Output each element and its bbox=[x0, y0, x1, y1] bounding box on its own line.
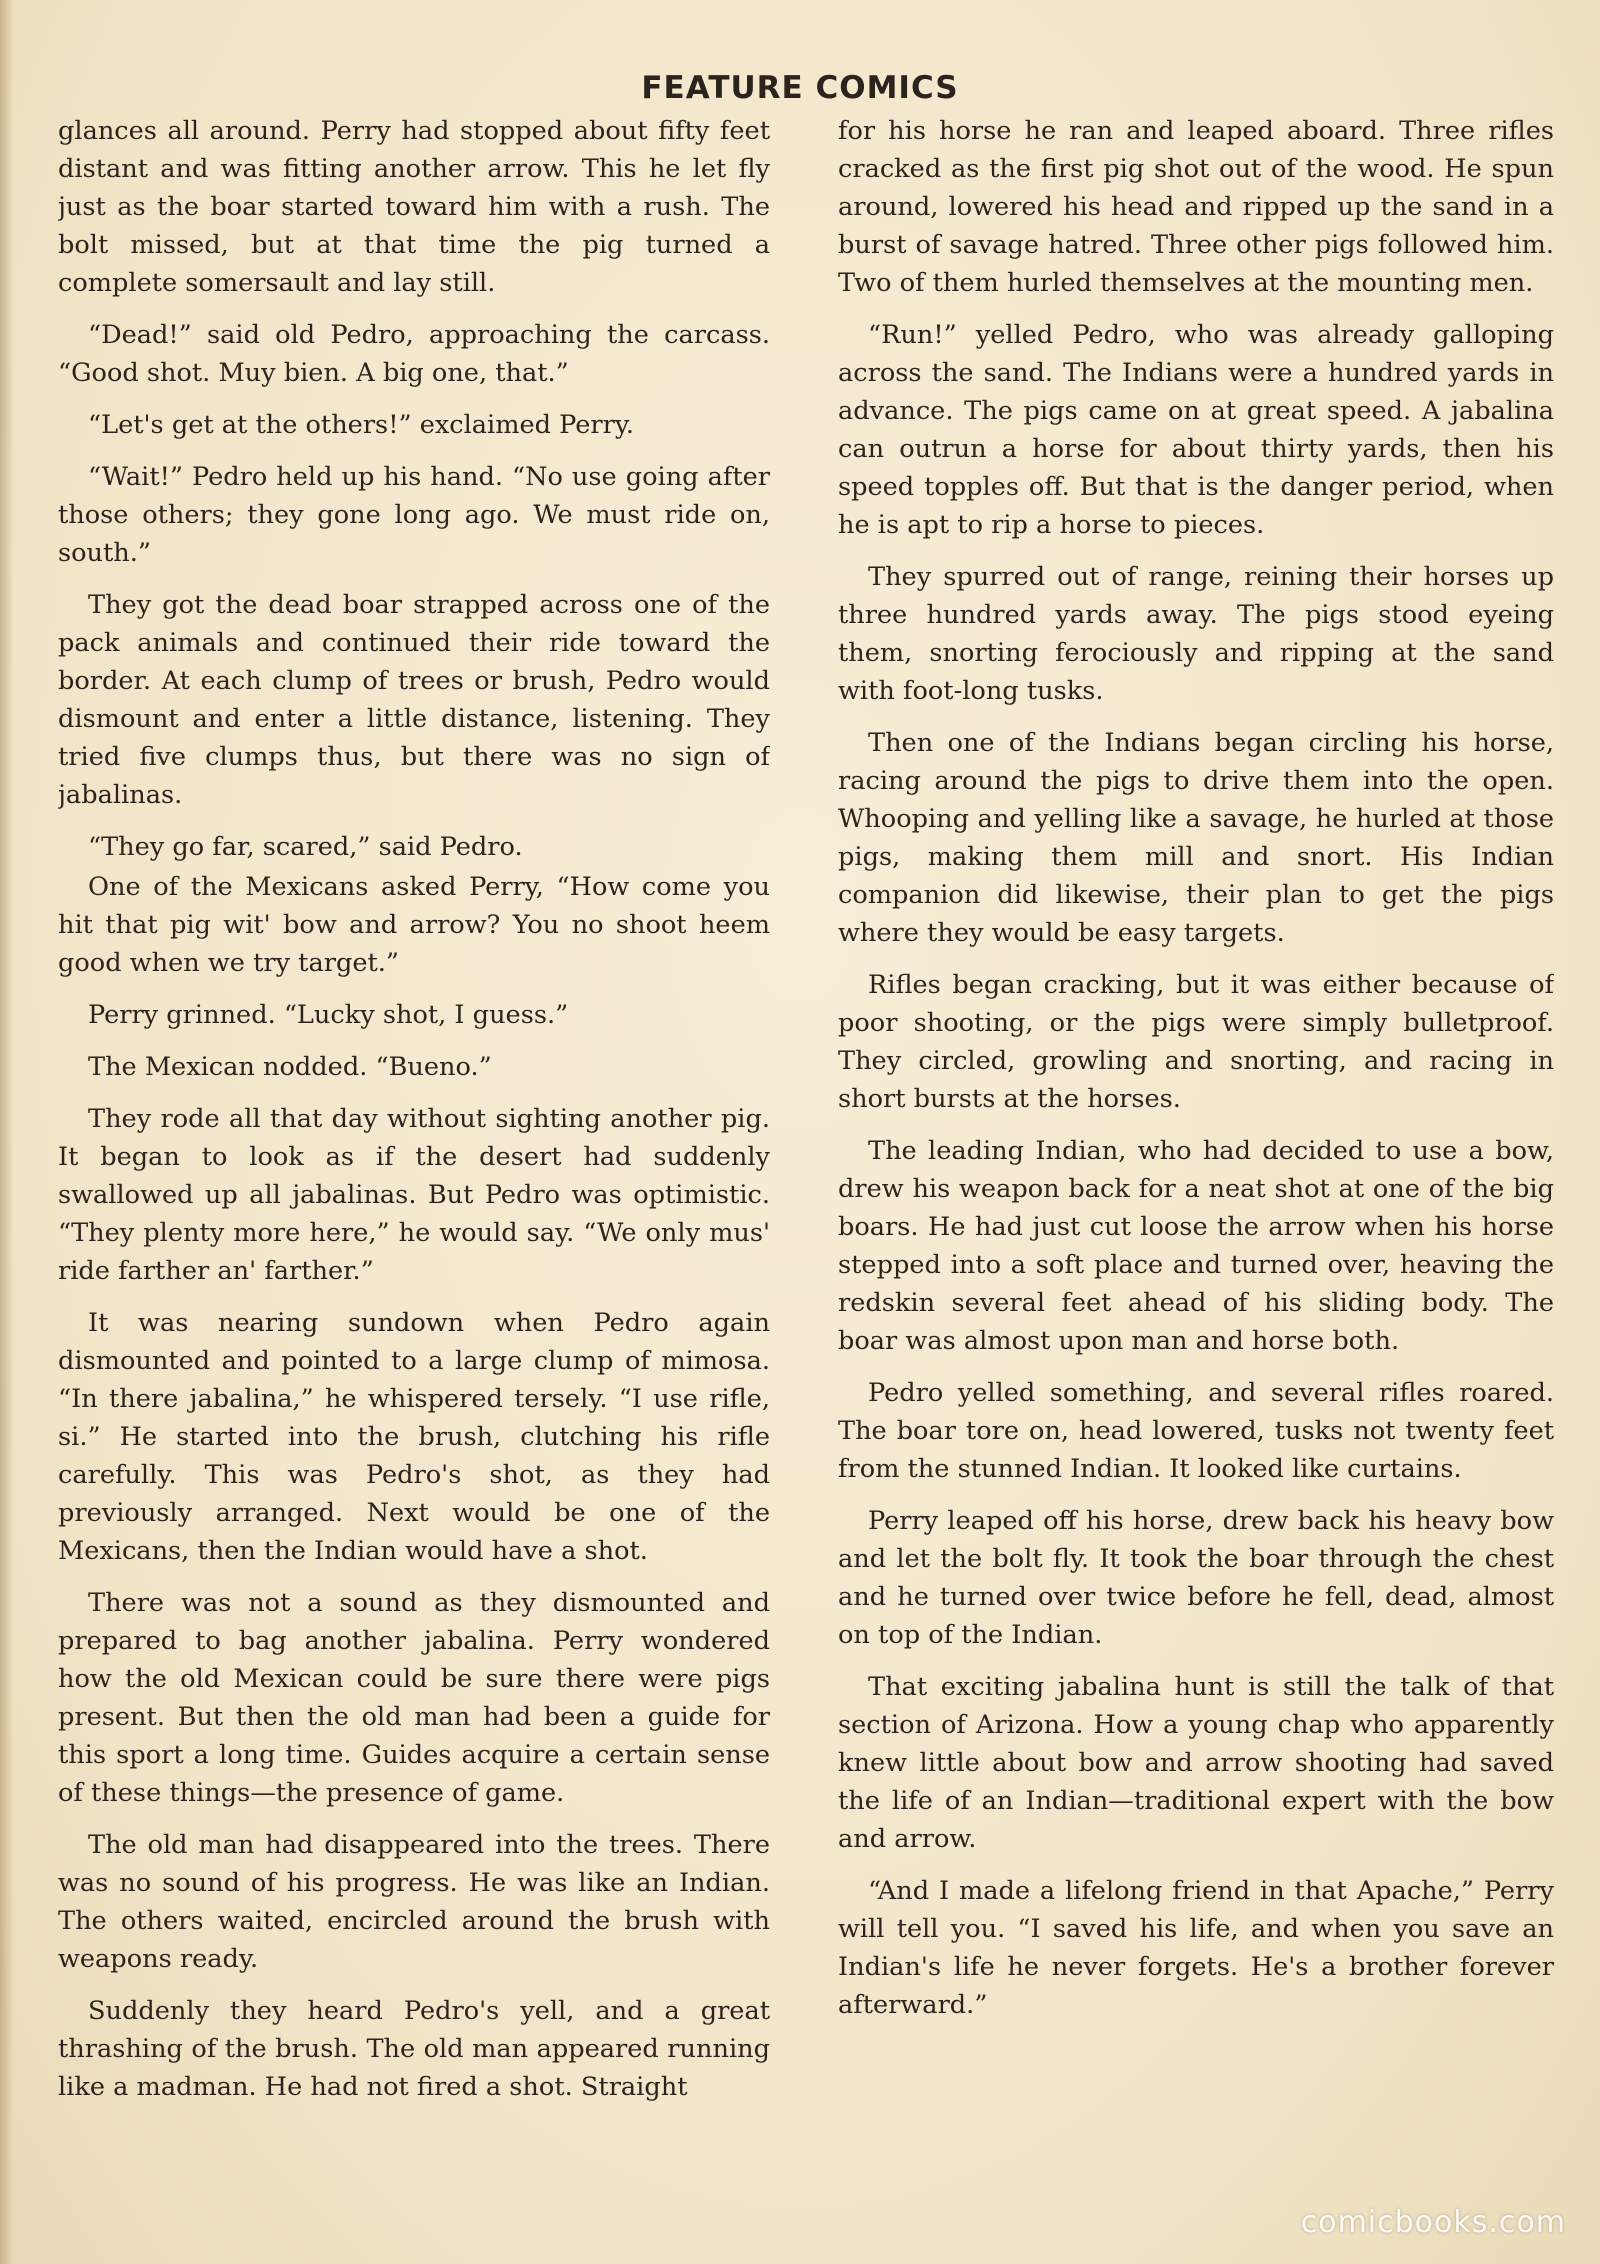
paragraph: Suddenly they heard Pedro's yell, and a great thrashing of the brush. The old man appeared running like a madman. He had not fired a shot. Straight bbox=[58, 1996, 770, 2102]
paragraph: The Mexican nodded. “Bueno.” bbox=[88, 1052, 492, 1082]
paragraph: “Dead!” said old Pedro, approaching the carcass. “Good shot. Muy bien. A big one, that.” bbox=[58, 320, 770, 388]
site-watermark: comicbooks.com bbox=[1300, 2205, 1566, 2240]
paragraph: There was not a sound as they dismounted and prepared to bag another jabalina. Perry wondered how the old Mexican could be sure there were pigs present. But then the old man had been a guide for this sport a long time. Guides acquire a certain sense of these things—the presence of game. bbox=[58, 1588, 770, 1808]
paragraph: It was nearing sundown when Pedro again dismounted and pointed to a large clump of mimosa. “In there jabalina,” he whispered tersely. “I use rifle, si.” He started into the brush, clutching his rifle carefully. This was Pedro's shot, as they had previously arranged. Next would be one of the Mexicans, then the Indian would have a shot. bbox=[58, 1308, 770, 1566]
paragraph: They spurred out of range, reining their horses up three hundred yards away. The pigs stood eyeing them, snorting ferociously and ripping at the sand with foot-long tusks. bbox=[838, 562, 1554, 706]
page-edge-shadow bbox=[0, 0, 14, 2264]
paragraph: The leading Indian, who had decided to use a bow, drew his weapon back for a neat shot at one of the big boars. He had just cut loose the arrow when his horse stepped into a soft place and turned over, heaving the redskin several feet ahead of his sliding body. The boar was almost upon man and horse both. bbox=[838, 1136, 1554, 1356]
paragraph: “Run!” yelled Pedro, who was already galloping across the sand. The Indians were a hundred yards in advance. The pigs came on at great speed. A jabalina can outrun a horse for about thirty yards, then his speed topples off. But that is the danger period, when he is apt to rip a horse to pieces. bbox=[838, 320, 1554, 540]
page-header-title: FEATURE COMICS bbox=[641, 70, 959, 106]
paragraph: Pedro yelled something, and several rifles roared. The boar tore on, head lowered, tusks not twenty feet from the stunned Indian. It looked like curtains. bbox=[838, 1378, 1554, 1484]
paragraph: “Let's get at the others!” exclaimed Perry. bbox=[88, 410, 635, 440]
paragraph: for his horse he ran and leaped aboard. Three rifles cracked as the first pig shot out of the wood. He spun around, lowered his head and ripped up the sand in a burst of savage hatred. Three other pigs followed him. Two of them hurled themselves at the mounting men. bbox=[838, 116, 1554, 298]
paragraph: Rifles began cracking, but it was either because of poor shooting, or the pigs were simply bulletproof. They circled, growling and snorting, and racing in short bursts at the horses. bbox=[838, 970, 1554, 1114]
paragraph: “Wait!” Pedro held up his hand. “No use going after those others; they gone long ago. We must ride on, south.” bbox=[58, 462, 770, 568]
paragraph: “And I made a lifelong friend in that Apache,” Perry will tell you. “I saved his life, and when you save an Indian's life he never forgets. He's a brother forever afterward.” bbox=[838, 1876, 1554, 2020]
paragraph: They got the dead boar strapped across one of the pack animals and continued their ride toward the border. At each clump of trees or brush, Pedro would dismount and enter a little distance, listening. They tried five clumps thus, but there was no sign of jabalinas. bbox=[58, 590, 770, 810]
paragraph: Perry leaped off his horse, drew back his heavy bow and let the bolt fly. It took the boar through the chest and he turned over twice before he fell, dead, almost on top of the Indian. bbox=[838, 1506, 1554, 1650]
paragraph: They rode all that day without sighting another pig. It began to look as if the desert had suddenly swallowed up all jabalinas. But Pedro was optimistic. “They plenty more here,” he would say. “We only mus' ride farther an' farther.” bbox=[58, 1104, 770, 1286]
paragraph: The old man had disappeared into the trees. There was no sound of his progress. He was like an Indian. The others waited, encircled around the brush with weapons ready. bbox=[58, 1830, 770, 1974]
paragraph: glances all around. Perry had stopped about fifty feet distant and was fitting another arrow. This he let fly just as the boar started toward him with a rush. The bolt missed, but at that time the pig turned a complete somersault and lay still. bbox=[58, 116, 770, 298]
paragraph: One of the Mexicans asked Perry, “How come you hit that pig wit' bow and arrow? You no shoot heem good when we try target.” bbox=[58, 872, 770, 978]
right-text-column bbox=[838, 112, 1554, 2172]
paragraph: “They go far, scared,” said Pedro. bbox=[88, 832, 523, 862]
paragraph: That exciting jabalina hunt is still the talk of that section of Arizona. How a young chap who apparently knew little about bow and arrow shooting had saved the life of an Indian—traditional expert with the bow and arrow. bbox=[838, 1672, 1554, 1854]
paragraph: Then one of the Indians began circling his horse, racing around the pigs to drive them into the open. Whooping and yelling like a savage, he hurled at those pigs, making them mill and snort. His Indian companion did likewise, their plan to get the pigs where they would be easy targets. bbox=[838, 728, 1554, 948]
left-text-column bbox=[58, 112, 770, 2172]
paragraph: Perry grinned. “Lucky shot, I guess.” bbox=[88, 1000, 569, 1030]
